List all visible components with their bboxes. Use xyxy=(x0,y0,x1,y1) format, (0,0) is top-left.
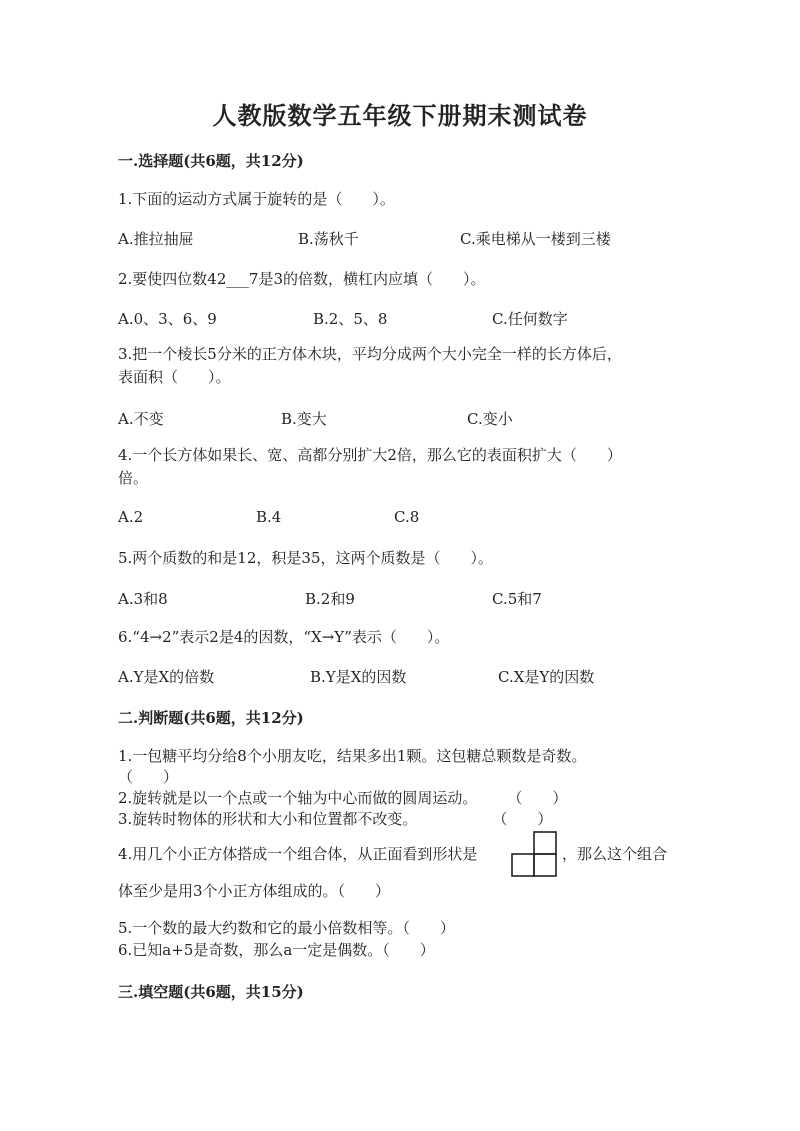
option-a: A.0、3、6、9 xyxy=(118,310,217,328)
cube-front-view-figure xyxy=(510,831,558,877)
option-b: B.2、5、8 xyxy=(313,310,388,328)
judge-5: 5.一个数的最大约数和它的最小倍数相等。（ ） xyxy=(118,919,455,937)
option-c: C.8 xyxy=(394,508,420,526)
question-2: 2.要使四位数42___7是3的倍数，横杠内应填（ ）。 xyxy=(118,270,486,288)
option-a: A.Y是X的倍数 xyxy=(118,668,215,686)
option-a: A.推拉抽屉 xyxy=(118,230,194,248)
option-c: C.X是Y的因数 xyxy=(498,668,595,686)
option-b: B.Y是X的因数 xyxy=(310,668,407,686)
question-5: 5.两个质数的和是12，积是35，这两个质数是（ ）。 xyxy=(118,549,493,567)
judge-4-line1-end: ，那么这个组合 xyxy=(562,845,668,863)
judge-6: 6.已知a+5是奇数，那么a一定是偶数。（ ） xyxy=(118,941,435,959)
option-b: B.4 xyxy=(256,508,282,526)
option-b: B.2和9 xyxy=(305,590,355,608)
section-heading-choice: 一.选择题(共6题，共12分) xyxy=(118,152,304,170)
option-b: B.变大 xyxy=(281,410,327,428)
judge-1-line2: （ ） xyxy=(118,768,179,786)
option-a: A.3和8 xyxy=(118,590,168,608)
option-a: A.2 xyxy=(118,508,144,526)
question-6: 6.“4→2”表示2是4的因数，“X→Y”表示（ ）。 xyxy=(118,628,450,646)
section-heading-fill: 三.填空题(共6题，共15分) xyxy=(118,983,304,1001)
page-title: 人教版数学五年级下册期末测试卷 xyxy=(212,101,588,130)
figure-square-top xyxy=(534,832,556,854)
question-1: 1.下面的运动方式属于旋转的是（ ）。 xyxy=(118,190,395,208)
question-3-line2: 表面积（ ）。 xyxy=(118,368,231,386)
option-c: C.任何数字 xyxy=(492,310,568,328)
section-heading-judge: 二.判断题(共6题，共12分) xyxy=(118,709,304,727)
judge-2: 2.旋转就是以一个点或一个轴为中心而做的圆周运动。 （ ） xyxy=(118,789,568,807)
question-4-line1: 4.一个长方体如果长、宽、高都分别扩大2倍，那么它的表面积扩大（ ） xyxy=(118,446,622,464)
judge-4-line1-start: 4.用几个小正方体搭成一个组合体，从正面看到形状是 xyxy=(118,845,478,863)
option-b: B.荡秋千 xyxy=(298,230,359,248)
figure-square-bottom-left xyxy=(512,854,534,876)
judge-1-line1: 1.一包糖平均分给8个小朋友吃，结果多出1颗。这包糖总颗数是奇数。 xyxy=(118,747,587,765)
figure-square-bottom-right xyxy=(534,854,556,876)
judge-4-line2: 体至少是用3个小正方体组成的。（ ） xyxy=(118,882,391,900)
option-c: C.变小 xyxy=(467,410,513,428)
option-c: C.5和7 xyxy=(492,590,542,608)
question-3-line1: 3.把一个棱长5分米的正方体木块，平均分成两个大小完全一样的长方体后， xyxy=(118,345,622,363)
question-4-line2: 倍。 xyxy=(118,469,149,487)
judge-3: 3.旋转时物体的形状和大小和位置都不改变。 （ ） xyxy=(118,810,553,828)
option-c: C.乘电梯从一楼到三楼 xyxy=(460,230,611,248)
option-a: A.不变 xyxy=(118,410,164,428)
